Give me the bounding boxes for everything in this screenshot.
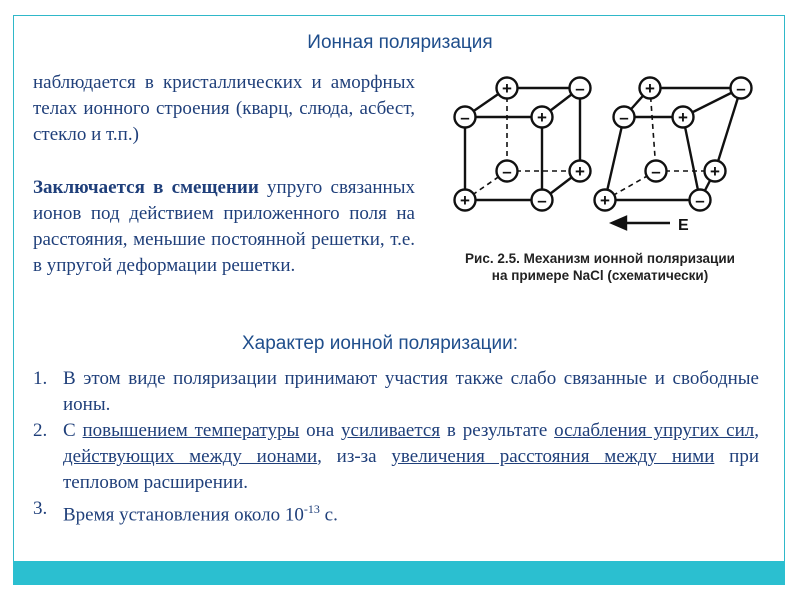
exponent: -13: [303, 502, 320, 516]
definition-bold-lead: Заключается в смещении: [33, 177, 259, 198]
list-number: 1.: [33, 368, 48, 389]
text-fragment: она: [299, 420, 342, 441]
paragraph-occurrence: наблюдается в кристаллических и аморфных телах ионного строения (кварц, слюда, асбест, стекло и т.п.): [33, 72, 415, 145]
text-fragment: при тепловом расширении.: [63, 446, 760, 493]
plus-sign: +: [710, 162, 720, 181]
plus-sign: +: [575, 162, 585, 181]
plus-sign: +: [460, 191, 470, 210]
section-subtitle: Характер ионной поляризации:: [241, 333, 519, 354]
minus-sign: –: [619, 108, 629, 127]
text-fragment: С: [63, 420, 83, 441]
underlined-phrase: усиливается: [341, 420, 441, 441]
ion-markers: [455, 78, 752, 211]
caption-line-2: на примере NaCl (схематически): [491, 268, 709, 283]
plus-sign: +: [678, 108, 688, 127]
list-number: 3.: [33, 498, 48, 519]
text-fragment: , из-за: [317, 446, 392, 467]
underlined-phrase: ослабления упругих сил: [554, 420, 755, 441]
unit-text: с.: [319, 504, 338, 526]
minus-sign: –: [695, 191, 705, 210]
list-item: [33, 418, 759, 496]
field-label-e: E: [678, 217, 689, 234]
text-fragment: в результате: [440, 420, 555, 441]
characteristics-list: [33, 366, 759, 528]
list-item: [33, 496, 759, 528]
plus-sign: +: [537, 108, 547, 127]
figure-caption: [430, 250, 770, 284]
list-item: [33, 366, 759, 418]
text-fragment: ,: [754, 420, 759, 441]
underlined-phrase: увеличения расстояния между ними: [391, 446, 715, 467]
plus-sign: +: [502, 79, 512, 98]
definition-rest: упруго связанных ионов под действием приложенного поля на расстояния, меньшие постоянной решетки, т.е. в упругой деформации решетки.: [33, 177, 415, 276]
underlined-phrase: повышением температуры: [82, 420, 300, 441]
minus-sign: –: [736, 79, 746, 98]
minus-sign: –: [575, 79, 585, 98]
list-number: 2.: [33, 420, 48, 441]
bottom-accent-bar: [13, 561, 785, 585]
slide-title: Ионная поляризация: [307, 32, 493, 53]
plus-sign: +: [600, 191, 610, 210]
minus-sign: –: [460, 108, 470, 127]
plus-sign: +: [645, 79, 655, 98]
list-item-text: Время установления около 10: [63, 504, 304, 526]
minus-sign: –: [537, 191, 547, 210]
list-item-text: В этом виде поляризации принимают участия также слабо связанные и свободные ионы.: [63, 368, 759, 415]
minus-sign: –: [502, 162, 512, 181]
paragraph-definition: [33, 175, 415, 279]
caption-line-1: Рис. 2.5. Механизм ионной поляризации: [465, 251, 735, 266]
minus-sign: –: [651, 162, 661, 181]
underlined-phrase: действующих между ионами: [63, 446, 318, 467]
